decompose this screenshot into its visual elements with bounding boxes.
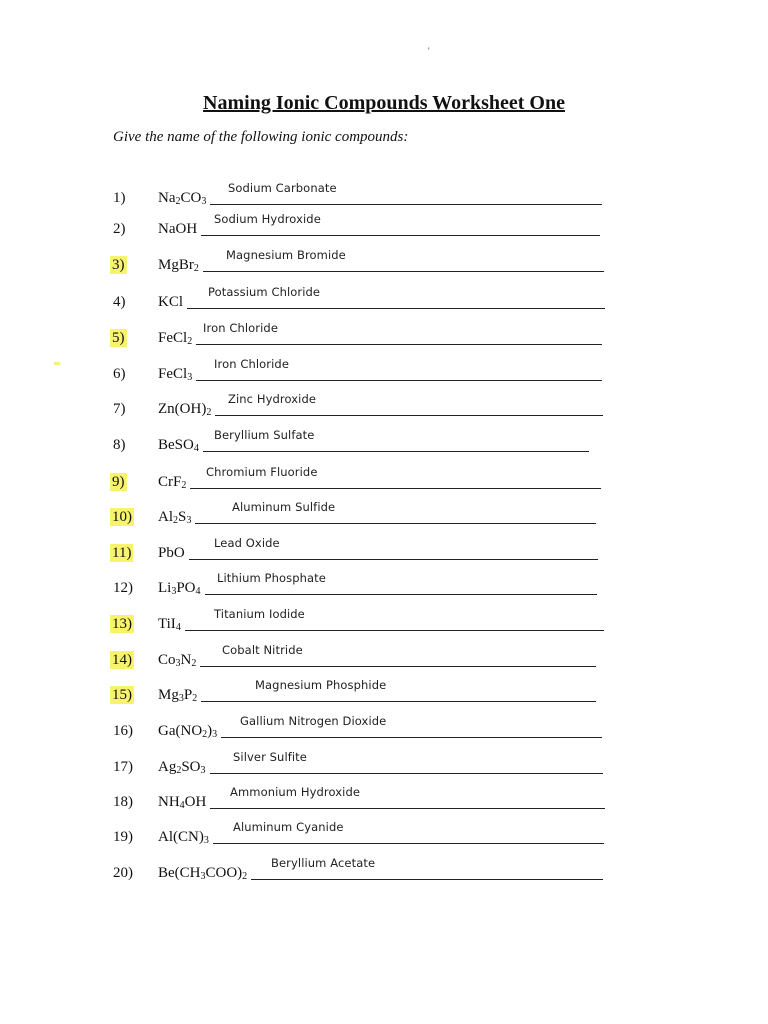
handwritten-answer: Ammonium Hydroxide: [230, 785, 361, 799]
handwritten-answer: Potassium Chloride: [208, 285, 321, 299]
answer-blank-line: [185, 630, 604, 631]
question-number: 14): [112, 652, 132, 668]
chemical-formula: $NH_4OH$: [158, 794, 207, 811]
answer-blank-line: [203, 451, 589, 452]
answer-blank-line: [187, 308, 605, 309]
chemical-formula: $Al(CN)_3$: [158, 829, 209, 846]
question-number: 12): [113, 580, 133, 596]
chemical-formula: $Ag_2SO_3$: [158, 759, 206, 776]
chemical-formula: KCl: [158, 294, 184, 310]
chemical-formula: NaOH: [158, 221, 198, 237]
question-row: [0, 287, 768, 315]
answer-blank-line: [203, 271, 604, 272]
question-number: 10): [112, 509, 132, 525]
answer-blank-line: [190, 488, 601, 489]
stray-tick-mark: ': [428, 46, 430, 56]
question-number: 1): [113, 190, 126, 206]
question-row: [0, 394, 768, 422]
question-row: [0, 467, 768, 495]
chemical-formula: $Ga(NO_2)_3$: [158, 723, 218, 740]
chemical-formula: $Mg_3P_2$: [158, 687, 198, 704]
handwritten-answer: Chromium Fluoride: [206, 465, 318, 479]
answer-blank-line: [251, 879, 603, 880]
question-row: [0, 716, 768, 744]
question-number: 18): [113, 794, 133, 810]
answer-blank-line: [210, 773, 603, 774]
chemical-formula: FeCl$_2$: [158, 330, 193, 347]
chemical-formula: MgBr$_2$: [158, 257, 199, 274]
question-row: [0, 183, 768, 211]
question-row: [0, 502, 768, 530]
chemical-formula: $Be(CH_3COO)_2$: [158, 865, 248, 882]
handwritten-answer: Zinc Hydroxide: [228, 392, 317, 406]
handwritten-answer: Gallium Nitrogen Dioxide: [240, 714, 387, 728]
answer-blank-line: [200, 666, 596, 667]
question-row: [0, 609, 768, 637]
question-number: 19): [113, 829, 133, 845]
question-row: [0, 680, 768, 708]
answer-blank-line: [210, 204, 602, 205]
chemical-formula: PbO: [158, 545, 185, 561]
question-row: [0, 250, 768, 278]
chemical-formula: $Li_3PO_4$: [158, 580, 201, 597]
answer-blank-line: [221, 737, 602, 738]
chemical-formula: FeCl$_3$: [158, 366, 193, 383]
question-number: 4): [113, 294, 126, 310]
question-number: 8): [113, 437, 126, 453]
instructions: Give the name of the following ionic compounds:: [113, 129, 409, 145]
question-row: [0, 573, 768, 601]
chemical-formula: $Na_2CO_3$: [158, 190, 207, 207]
question-row: [0, 752, 768, 780]
question-row: [0, 822, 768, 850]
question-number: 9): [112, 474, 125, 490]
chemical-formula: $Co_3N_2$: [158, 652, 197, 669]
question-row: [0, 787, 768, 815]
question-number: 5): [112, 330, 125, 346]
question-row: [0, 538, 768, 566]
question-row: [0, 323, 768, 351]
handwritten-answer: Aluminum Sulfide: [232, 500, 336, 514]
question-number: 15): [112, 687, 132, 703]
handwritten-answer: Beryllium Acetate: [271, 856, 376, 870]
handwritten-answer: Magnesium Bromide: [226, 248, 346, 262]
question-row: [0, 858, 768, 886]
answer-blank-line: [196, 344, 602, 345]
question-number: 16): [113, 723, 133, 739]
answer-blank-line: [215, 415, 603, 416]
answer-blank-line: [201, 701, 596, 702]
question-row: [0, 359, 768, 387]
question-number: 17): [113, 759, 133, 775]
handwritten-answer: Magnesium Phosphide: [255, 678, 387, 692]
answer-blank-line: [195, 523, 596, 524]
handwritten-answer: Aluminum Cyanide: [233, 820, 344, 834]
worksheet-title: Naming Ionic Compounds Worksheet One: [203, 92, 565, 114]
chemical-formula: BeSO$_4$: [158, 437, 199, 454]
chemical-formula: CrF$_2$: [158, 474, 187, 491]
handwritten-answer: Iron Chloride: [214, 357, 289, 371]
answer-blank-line: [189, 559, 598, 560]
question-number: 7): [113, 401, 126, 417]
answer-blank-line: [201, 235, 600, 236]
chemical-formula: $Zn(OH)_2$: [158, 401, 212, 418]
question-row: [0, 645, 768, 673]
question-number: 20): [113, 865, 133, 881]
answer-blank-line: [196, 380, 602, 381]
question-number: 6): [113, 366, 126, 382]
question-number: 3): [112, 257, 125, 273]
chemical-formula: $Al_2S_3$: [158, 509, 192, 526]
answer-blank-line: [213, 843, 604, 844]
answer-blank-line: [205, 594, 597, 595]
handwritten-answer: Beryllium Sulfate: [214, 428, 315, 442]
question-number: 13): [112, 616, 132, 632]
chemical-formula: TiI$_4$: [158, 616, 181, 633]
question-number: 11): [112, 545, 132, 561]
handwritten-answer: Sodium Hydroxide: [214, 212, 321, 226]
question-row: [0, 430, 768, 458]
handwritten-answer: Lead Oxide: [214, 536, 280, 550]
handwritten-answer: Titanium Iodide: [214, 607, 305, 621]
answer-blank-line: [210, 808, 605, 809]
handwritten-answer: Sodium Carbonate: [228, 181, 337, 195]
handwritten-answer: Silver Sulfite: [233, 750, 307, 764]
handwritten-answer: Iron Chloride: [203, 321, 278, 335]
handwritten-answer: Lithium Phosphate: [217, 571, 326, 585]
question-row: [0, 214, 768, 242]
question-number: 2): [113, 221, 126, 237]
handwritten-answer: Cobalt Nitride: [222, 643, 303, 657]
